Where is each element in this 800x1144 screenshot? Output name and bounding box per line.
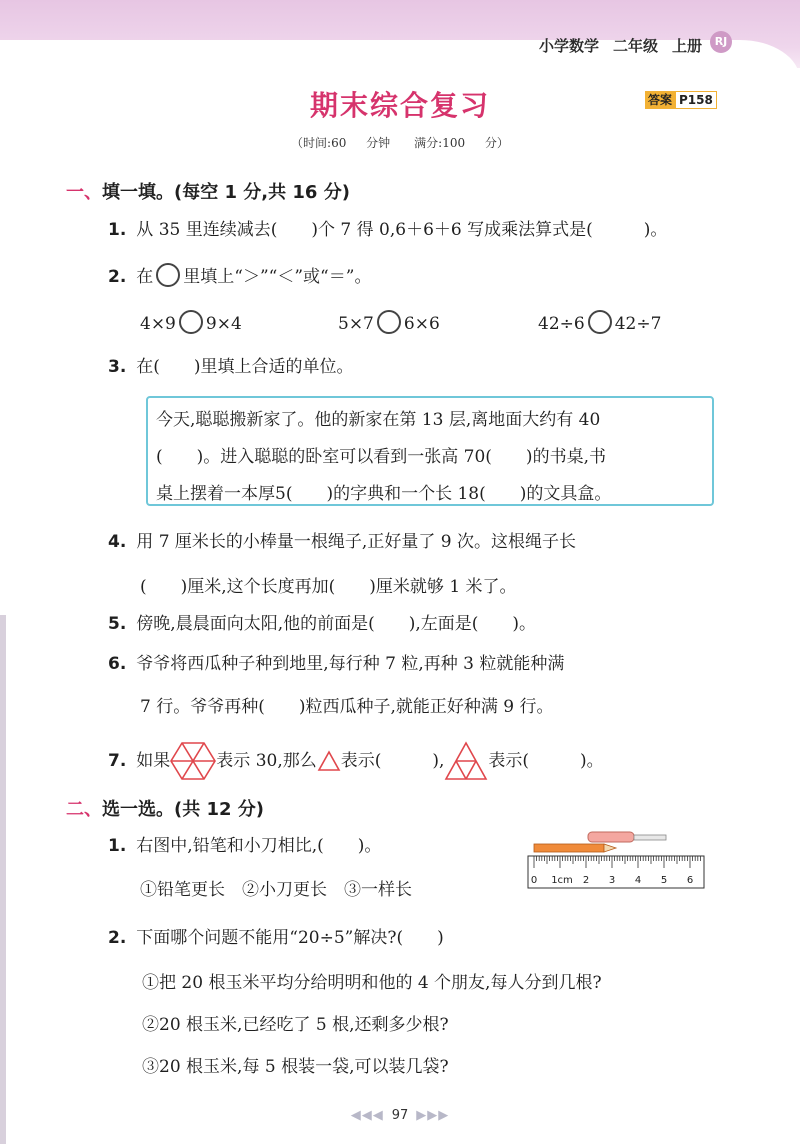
compare-circle[interactable]	[377, 310, 401, 334]
compare-item-2	[338, 310, 440, 334]
question-text: 如果	[136, 751, 171, 771]
question-text: 右图中,铅笔和小刀相比,( )。	[136, 836, 382, 856]
question-text: 表示( )。	[488, 751, 604, 771]
question-1-4	[108, 530, 576, 554]
question-text: 从 35 里连续减去( )个 7 得 0,6＋6＋6 写成乘法算式是( )。	[136, 220, 668, 240]
question-number: 2.	[108, 928, 127, 948]
story-line-1: 今天,聪聪搬新家了。他的新家在第 13 层,离地面大约有 40	[156, 410, 601, 430]
ruler-label-2: 2	[582, 875, 590, 886]
compare-left: 4×9	[140, 314, 176, 334]
compare-left: 5×7	[338, 314, 374, 334]
question-1-2	[108, 263, 371, 289]
question-number: 3.	[108, 357, 127, 377]
page-title: 期末综合复习	[309, 89, 490, 122]
page-footer	[0, 1108, 800, 1123]
question-1-3	[108, 355, 354, 379]
question-number: 4.	[108, 532, 127, 552]
story-line-3: 桌上摆着一本厚5( )的字典和一个长 18( )的文具盒。	[156, 484, 612, 504]
question-number: 1.	[108, 220, 127, 240]
ruler-label-0: 0	[530, 875, 538, 886]
ruler-label-5: 5	[660, 875, 668, 886]
question-text: 在( )里填上合适的单位。	[136, 357, 354, 377]
question-text: 里填上“＞”“＜”或“＝”。	[183, 267, 372, 287]
ruler-figure	[526, 828, 706, 890]
left-arrows-icon: ◀◀◀	[350, 1108, 384, 1123]
question-number: 5.	[108, 614, 127, 634]
option-3: ③20 根玉米,每 5 根装一袋,可以装几袋?	[142, 1057, 449, 1077]
compare-left: 42÷6	[538, 314, 585, 334]
question-text: 傍晚,晨晨面向太阳,他的前面是( ),左面是( )。	[136, 614, 537, 634]
question-1-7	[108, 741, 604, 781]
question-number: 6.	[108, 654, 127, 674]
section-2-label: 选一选。(共 12 分)	[102, 799, 265, 820]
question-text: 下面哪个问题不能用“20÷5”解决?( )	[136, 928, 444, 948]
page-edge-bar	[0, 615, 6, 1144]
triangle-group-icon	[444, 741, 488, 781]
question-1-5	[108, 612, 536, 636]
answer-page: P158	[675, 91, 717, 109]
exam-info: （时间:60 分钟 满分:100 分）	[291, 136, 509, 150]
compare-item-1	[140, 310, 242, 334]
edition-badge: RJ	[710, 31, 732, 53]
header-info	[539, 33, 702, 57]
question-text: 表示 30,那么	[216, 751, 317, 771]
section-1-label: 填一填。(每空 1 分,共 16 分)	[102, 182, 350, 203]
question-number: 7.	[108, 751, 127, 771]
question-1-1	[108, 218, 667, 242]
question-number: 2.	[108, 267, 127, 287]
option-1: ①把 20 根玉米平均分给明明和他的 4 个朋友,每人分到几根?	[142, 973, 602, 993]
header-subject: 小学数学	[538, 36, 599, 55]
header-term: 上册	[671, 36, 702, 55]
header-grade: 二年级	[612, 36, 658, 55]
question-1-6-line-2: 7 行。爷爷再种( )粒西瓜种子,就能正好种满 9 行。	[140, 697, 554, 717]
question-2-2	[108, 926, 444, 950]
section-1-title	[66, 178, 350, 204]
section-2-title	[66, 795, 264, 821]
question-number: 1.	[108, 836, 127, 856]
page-number: 97	[391, 1108, 409, 1123]
option-2: ②20 根玉米,已经吃了 5 根,还剩多少根?	[142, 1015, 449, 1035]
question-2-1	[108, 834, 381, 858]
ruler-label-6: 6	[686, 875, 694, 886]
answer-label: 答案	[645, 91, 675, 109]
question-text: 在	[136, 267, 154, 287]
right-arrows-icon: ▶▶▶	[416, 1108, 450, 1123]
ruler-label-1: 1cm	[551, 875, 573, 886]
section-1-number: 一、	[66, 182, 102, 203]
compare-item-3	[538, 310, 661, 334]
story-line-2: ( )。进入聪聪的卧室可以看到一张高 70( )的书桌,书	[156, 447, 606, 467]
question-text: 用 7 厘米长的小棒量一根绳子,正好量了 9 次。这根绳子长	[136, 532, 576, 552]
question-text: 表示( ),	[340, 751, 445, 771]
question-1-4-line-2: ( )厘米,这个长度再加( )厘米就够 1 米了。	[140, 577, 517, 597]
answer-tag	[645, 91, 717, 109]
compare-right: 9×4	[205, 314, 242, 334]
ruler-label-3: 3	[608, 875, 616, 886]
question-text: 爷爷将西瓜种子种到地里,每行种 7 粒,再种 3 粒就能种满	[136, 654, 565, 674]
compare-circle[interactable]	[179, 310, 203, 334]
question-1-6	[108, 652, 564, 676]
circle-blank-icon	[156, 263, 180, 287]
compare-right: 42÷7	[614, 314, 662, 334]
compare-right: 6×6	[403, 314, 440, 334]
section-2-number: 二、	[66, 799, 102, 820]
ruler-label-4: 4	[634, 875, 642, 886]
hexagon-icon	[170, 741, 216, 781]
triangle-icon	[317, 750, 341, 772]
question-2-1-options: ①铅笔更长 ②小刀更长 ③一样长	[140, 880, 412, 900]
compare-circle[interactable]	[588, 310, 612, 334]
